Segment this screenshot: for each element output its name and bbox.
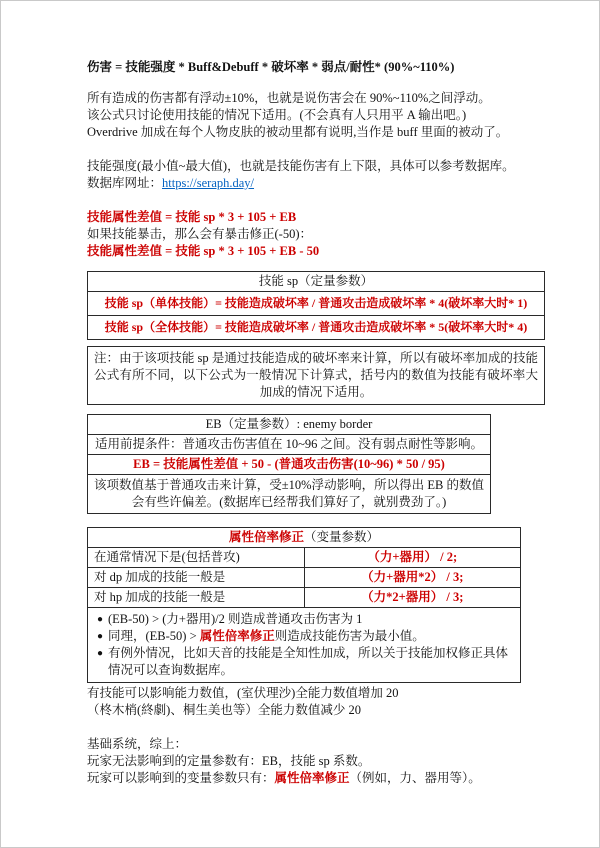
list-item: [92, 645, 514, 679]
eb-table-header: EB（定量参数）: enemy border: [88, 415, 491, 435]
table-row: [88, 568, 521, 588]
attribute-modifier-inline-red: 属性倍率修正: [199, 629, 275, 643]
bullet-icon: ●: [96, 648, 104, 659]
attribute-modifier-header-red: 属性倍率修正: [228, 530, 304, 544]
bullet-text: (EB-50) > (力+器用)/2 则造成普通攻击伤害为 1: [108, 612, 363, 626]
bullet-icon: ●: [96, 614, 104, 625]
attribute-diff-formulas: [87, 209, 547, 260]
skill-sp-note-box: 注：由于该项技能 sp 是通过技能造成的破坏率来计算，所以有破坏率加成的技能公式有所不同，以下公式为一般情况下计算式，括号内的数值为技能有破坏率大加成的情况下适用。: [87, 346, 545, 405]
eb-table: [87, 414, 491, 514]
skill-sp-single-formula: 技能 sp（单体技能）= 技能造成破坏率 / 普通攻击造成破坏率 * 4(破坏率大时* 1): [88, 292, 545, 316]
bullet-text: 有例外情况，比如天音的技能是全知性加成，所以关于技能加权修正具体情况可以查询数据库。: [108, 646, 509, 677]
damage-formula-title: 伤害 = 技能强度 * Buff&Debuff * 破坏率 * 弱点/耐性* (90%~110%): [87, 60, 455, 74]
intro-line: 所有造成的伤害都有浮动±10%，也就是说伤害会在 90%~110%之间浮动。: [87, 91, 491, 105]
summary-paragraph: [87, 736, 547, 787]
eb-precondition: 适用前提条件：普通攻击伤害值在 10~96 之间。没有弱点耐性等影响。: [88, 435, 491, 455]
strength-range-line: 技能强度(最小值~最大值)，也就是技能伤害有上下限，具体可以参考数据库。: [87, 159, 515, 173]
intro-line: Overdrive 加成在每个人物皮肤的被动里都有说明,当作是 buff 里面的被动了。: [87, 125, 509, 139]
skill-strength-paragraph: [87, 158, 547, 192]
variable-params-line: 玩家可以影响到的变量参数只有：属性倍率修正（例如，力、器用等）。: [87, 771, 481, 785]
modifier-case-value: （力*2+器用） / 3;: [304, 588, 521, 608]
skill-sp-aoe-formula: 技能 sp（全体技能）= 技能造成破坏率 / 普通攻击造成破坏率 * 5(破坏率大时* 4): [88, 316, 545, 340]
table-row: [88, 548, 521, 568]
list-item: [92, 611, 514, 628]
bullet-icon: ●: [96, 631, 104, 642]
database-link[interactable]: https://seraph.day/: [162, 176, 255, 190]
fixed-params-line: 玩家无法影响到的定量参数有：EB，技能 sp 系数。: [87, 754, 371, 768]
crit-correction-line: 如果技能暴击，那么会有暴击修正(-50)：: [87, 227, 312, 241]
modifier-case-label: 对 dp 加成的技能一般是: [88, 568, 305, 588]
spacer: [87, 719, 547, 736]
modifier-case-value: （力+器用*2） / 3;: [304, 568, 521, 588]
ability-increase-line: 有技能可以影响能力数值，(室伏理沙)全能力数值增加 20: [87, 686, 399, 700]
eb-formula: EB = 技能属性差值 + 50 - (普通攻击伤害(10~96) * 50 / 95): [88, 455, 491, 475]
summary-title-line: 基础系统，综上：: [87, 737, 188, 751]
intro-paragraph: [87, 90, 547, 141]
skill-sp-table: [87, 271, 545, 340]
modifier-case-label: 对 hp 加成的技能一般是: [88, 588, 305, 608]
bullet-text: 同理，(EB-50) > 属性倍率修正则造成技能伤害为最小值。: [108, 629, 425, 643]
list-item: [92, 628, 514, 645]
intro-line: 该公式只讨论使用技能的情况下适用。(不会真有人只用平 A 输出吧。): [87, 108, 467, 122]
attribute-modifier-header-rest: （变量参数）: [304, 530, 380, 544]
modifier-bullet-list: [88, 608, 521, 683]
modifier-case-value: （力+器用） / 2;: [304, 548, 521, 568]
attr-diff-crit-formula: 技能属性差值 = 技能 sp * 3 + 105 + EB - 50: [87, 244, 320, 258]
modifier-case-label: 在通常情况下是(包括普攻): [88, 548, 305, 568]
database-label: 数据库网址：: [87, 176, 163, 190]
skill-sp-table-header: 技能 sp（定量参数）: [88, 272, 545, 292]
eb-note: 该项数值基于普通攻击来计算，受±10%浮动影响，所以得出 EB 的数值会有些许偏差。(数据库已经帮我们算好了，就别费劲了。): [88, 475, 491, 514]
ability-decrease-line: （柊木梢(終劇)、桐生美也等）全能力数值减少 20: [87, 703, 361, 717]
table-row: [88, 588, 521, 608]
attribute-modifier-header: [88, 528, 521, 548]
attribute-modifier-inline-red: 属性倍率修正: [274, 771, 350, 785]
attribute-modifier-table: [87, 527, 521, 683]
ability-value-paragraph: [87, 685, 547, 719]
database-line: [87, 175, 547, 192]
attr-diff-formula: 技能属性差值 = 技能 sp * 3 + 105 + EB: [87, 210, 297, 224]
